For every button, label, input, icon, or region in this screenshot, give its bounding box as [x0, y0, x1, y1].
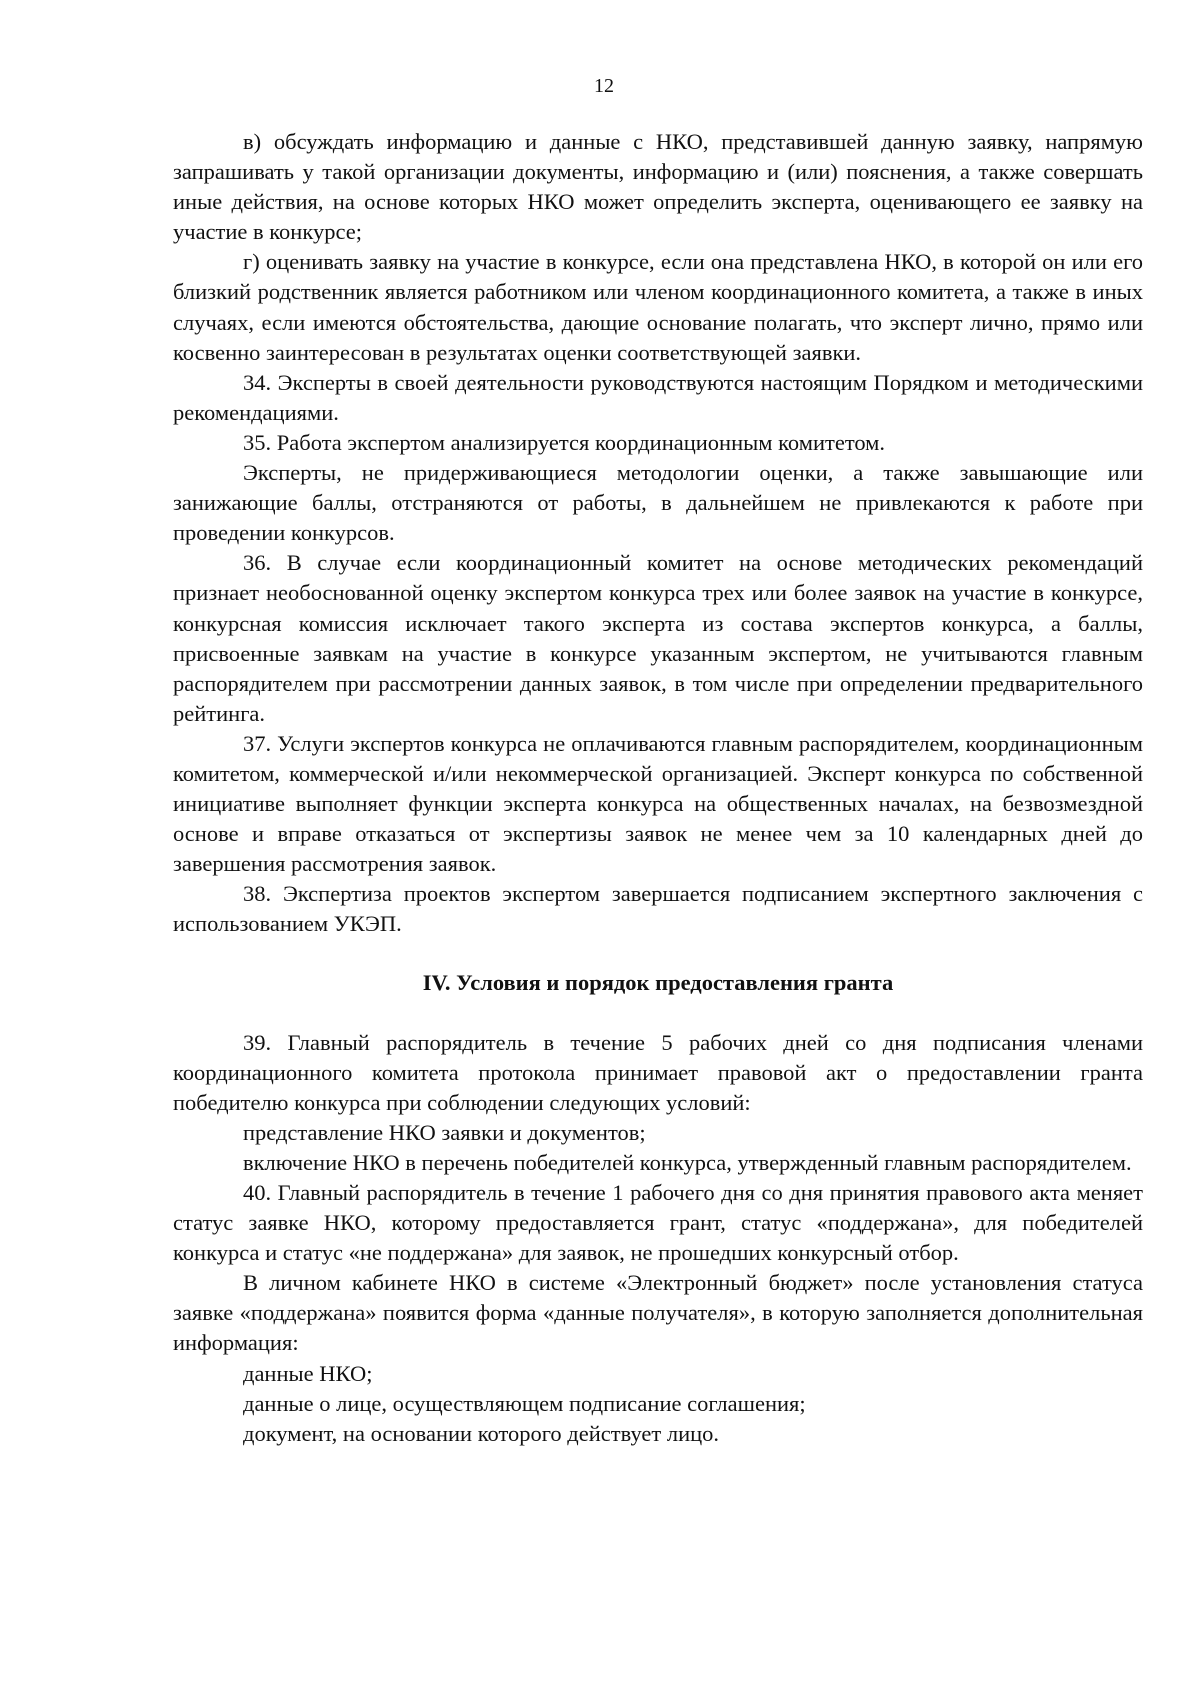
paragraph-35: 35. Работа экспертом анализируется координационным комитетом.	[243, 429, 886, 455]
paragraph-38: 38. Экспертиза проектов экспертом завершается подписанием экспертного заключения с использованием УКЭП.	[173, 881, 1143, 937]
paragraph-40: 40. Главный распорядитель в течение 1 рабочего дня со дня принятия правового акта меняет статус заявке НКО, которому предоставляется грант, статус «поддержана», для победителей конкурса и статус «не поддержана» для заявок, не прошедших конкурсный отбор.	[173, 1180, 1143, 1266]
list-item-signatory-data: данные о лице, осуществляющем подписание соглашения;	[243, 1390, 806, 1416]
paragraph-g-evaluate: г) оценивать заявку на участие в конкурсе, если она представлена НКО, в которой он или его близкий родственник является работником или членом координационного комитета, а также в иных случаях, если имеются обстоятельства, дающие основание полагать, что эксперт лично, прямо или косвенно заинтересован в результатах оценки соответствующей заявки.	[173, 249, 1143, 365]
list-item-nko-data: данные НКО;	[243, 1360, 373, 1386]
list-item-authority-document: документ, на основании которого действует лицо.	[243, 1420, 720, 1446]
paragraph-35-experts: Эксперты, не придерживающиеся методологии оценки, а также завышающие или занижающие баллы, отстраняются от работы, в дальнейшем не привлекаются к работе при проведении конкурсов.	[173, 460, 1143, 546]
paragraph-34: 34. Эксперты в своей деятельности руководствуются настоящим Порядком и методическими рекомендациями.	[173, 369, 1143, 425]
paragraph-40-cabinet: В личном кабинете НКО в системе «Электронный бюджет» после установления статуса заявке «поддержана» появится форма «данные получателя», в которую заполняется дополнительная информация:	[173, 1270, 1143, 1356]
paragraph-v-discuss: в) обсуждать информацию и данные с НКО, представившей данную заявку, напрямую запрашивать у такой организации документы, информацию и (или) пояснения, а также совершать иные действия, на основе которых НКО может определить эксперта, оценивающего ее заявку на участие в конкурсе;	[173, 129, 1143, 245]
section-heading: IV. Условия и порядок предоставления гранта	[422, 969, 894, 995]
paragraph-37: 37. Услуги экспертов конкурса не оплачиваются главным распорядителем, координационным комитетом, коммерческой и/или некоммерческой организацией. Эксперт конкурса по собственной инициативе выполняет функции эксперта конкурса на общественных началах, на безвозмездной основе и вправе отказаться от экспертизы заявок не менее чем за 10 календарных дней до завершения рассмотрения заявок.	[173, 730, 1143, 877]
document-body	[173, 127, 1143, 1449]
page-number: 12	[594, 75, 614, 97]
paragraph-39: 39. Главный распорядитель в течение 5 рабочих дней со дня подписания членами координационного комитета протокола принимает правовой акт о предоставлении гранта победителю конкурса при соблюдении следующих условий:	[173, 1029, 1143, 1115]
condition-winners-list: включение НКО в перечень победителей конкурса, утвержденный главным распорядителем.	[243, 1149, 1132, 1175]
paragraph-36: 36. В случае если координационный комитет на основе методических рекомендаций признает необоснованной оценку экспертом конкурса трех или более заявок на участие в конкурсе, конкурсная комиссия исключает такого эксперта из состава экспертов конкурса, а баллы, присвоенные заявкам на участие в конкурсе указанным экспертом, не учитываются главным распорядителем при рассмотрении данных заявок, в том числе при определении предварительного рейтинга.	[173, 550, 1143, 726]
condition-submission: представление НКО заявки и документов;	[243, 1119, 646, 1145]
